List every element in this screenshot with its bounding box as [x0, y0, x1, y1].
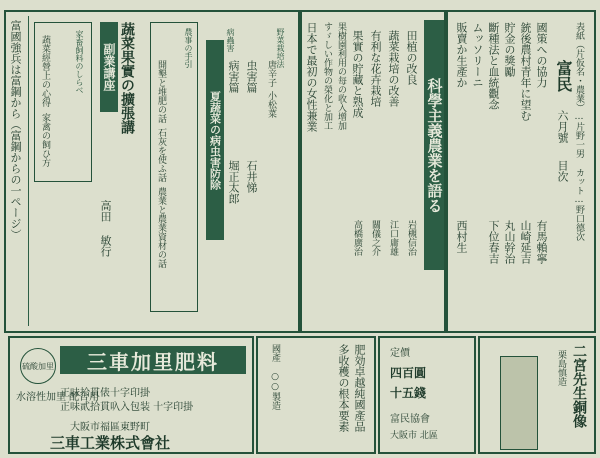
- main-item-1: 田植の改良: [405, 30, 418, 85]
- lead-author-6: 西村生: [455, 220, 468, 253]
- lead-item-5: ムッソリーニ: [471, 22, 484, 88]
- guide-item: 開墾と堆肥の話: [156, 60, 166, 123]
- statue-figure: [500, 356, 538, 450]
- kahei-items: [40, 35, 49, 175]
- author-name: 高田 敏行: [99, 200, 112, 257]
- main-author-2: 江口庸雄: [388, 220, 398, 256]
- middle-ad-sub: 國產 ○○製造: [270, 344, 280, 410]
- kahei-item: 家禽の飼ひ方: [40, 113, 50, 167]
- lead-author-1: 有馬賴寧: [535, 220, 548, 264]
- main-item-4: 果實の貯藏と熟成: [351, 30, 364, 118]
- disease-item-1: 病害篇: [227, 60, 240, 93]
- price-month: 定價: [390, 348, 410, 359]
- vegetable-item: 唐辛子: [266, 60, 276, 87]
- left-ad-address: 大阪市福區東野町: [70, 422, 150, 433]
- course-title: 蔬菜果實の擴張講: [119, 22, 135, 134]
- left-ad-line-1: 正味拾貫俵十字印掛: [60, 388, 150, 399]
- disease-header: 病蟲害: [226, 28, 235, 52]
- disease-author-2: 石井悌: [245, 160, 258, 193]
- guide-items: [156, 60, 165, 268]
- disease-author-1: 堀正太郎: [227, 160, 240, 204]
- main-banner: 科學主義農業を語る: [424, 20, 444, 270]
- vegetable-header: 野菜栽培法: [276, 28, 285, 68]
- left-ad-line-2: 正味貳拾貫叺入包装 十字印掛: [60, 402, 194, 413]
- side-subtitle: 栗島慎造: [556, 350, 566, 386]
- vegetable-item: 小松菜: [266, 91, 276, 118]
- magazine-name: 富民: [554, 60, 573, 92]
- kahei-item: 蔬菜經營上の心得: [40, 35, 50, 107]
- lead-item-4: 斷種法と血統觀念: [487, 22, 500, 110]
- left-ad-brand: 三車加里肥料: [60, 346, 246, 374]
- main-item-3: 有利な花卉栽培: [369, 30, 382, 107]
- middle-ad-line-2: 多收穫の根本要素: [337, 344, 350, 432]
- guide-item: 石灰を使ふ話: [156, 128, 166, 182]
- left-ad-badge-text: 硫酸加里: [22, 361, 54, 371]
- vegetable-items: [266, 60, 275, 118]
- lead-item-6: 販賣か生產か: [455, 22, 468, 88]
- issue: 六月號: [556, 110, 569, 143]
- main-author-3: 關儀之介: [370, 220, 380, 256]
- price-1: 四百圓: [390, 366, 427, 380]
- main-item-2: 蔬菜栽培の改善: [387, 30, 400, 107]
- famous-item-1: すゞしい作物の榮化と加工: [322, 22, 332, 130]
- lead-item-2: 銃後農村青年に望む: [519, 22, 532, 121]
- guide-box-header: 農事の手引: [184, 28, 193, 68]
- lead-item-3: 貯金の獎勵: [503, 22, 516, 77]
- top-note: 表紙（片仮名・農業）…片野一男 カット…野口德次: [574, 22, 584, 241]
- side-item: 富國強兵は富鋼から（富鋼からの一ページ）: [9, 20, 22, 240]
- famous-title: 日本で最初の女性兼業: [305, 22, 318, 132]
- disease-item-2: 虫害篇: [245, 60, 258, 93]
- side-items: [10, 20, 21, 320]
- middle-ad-line-1: 肥効卓越純國產品: [353, 344, 366, 432]
- kahei-box-header: 家畜飼料のしらべ: [75, 30, 84, 94]
- left-ad-sub: 水溶性加里 配合用: [16, 392, 100, 403]
- lead-author-4: 下位春吉: [487, 220, 500, 264]
- left-ad-company: 三車工業株式會社: [50, 434, 171, 452]
- section-label: 目次: [556, 160, 569, 182]
- disease-title: 夏蔬菜の病虫害防除: [206, 40, 224, 240]
- price-address: 大阪市 北區: [390, 431, 438, 441]
- divider: [28, 16, 29, 326]
- price-2: 十五錢: [390, 386, 427, 400]
- price-publisher: 富民協會: [390, 414, 430, 425]
- main-author-1: 岩槻信治: [406, 220, 416, 256]
- left-ad-badge: [20, 348, 56, 384]
- guide-item: 農業と農業資材の話: [156, 187, 166, 268]
- lead-author-3: 丸山幹治: [503, 220, 516, 264]
- main-author-4: 高橋廣治: [352, 220, 362, 256]
- lead-author-2: 山崎延吉: [519, 220, 532, 264]
- side-title: 二宮先生銅像: [571, 344, 587, 428]
- lead-item-1: 國策への協力: [535, 22, 548, 88]
- course-banner: 副業講座: [100, 22, 118, 112]
- famous-item-2: 果樹園利用の每の收入增加: [336, 22, 346, 130]
